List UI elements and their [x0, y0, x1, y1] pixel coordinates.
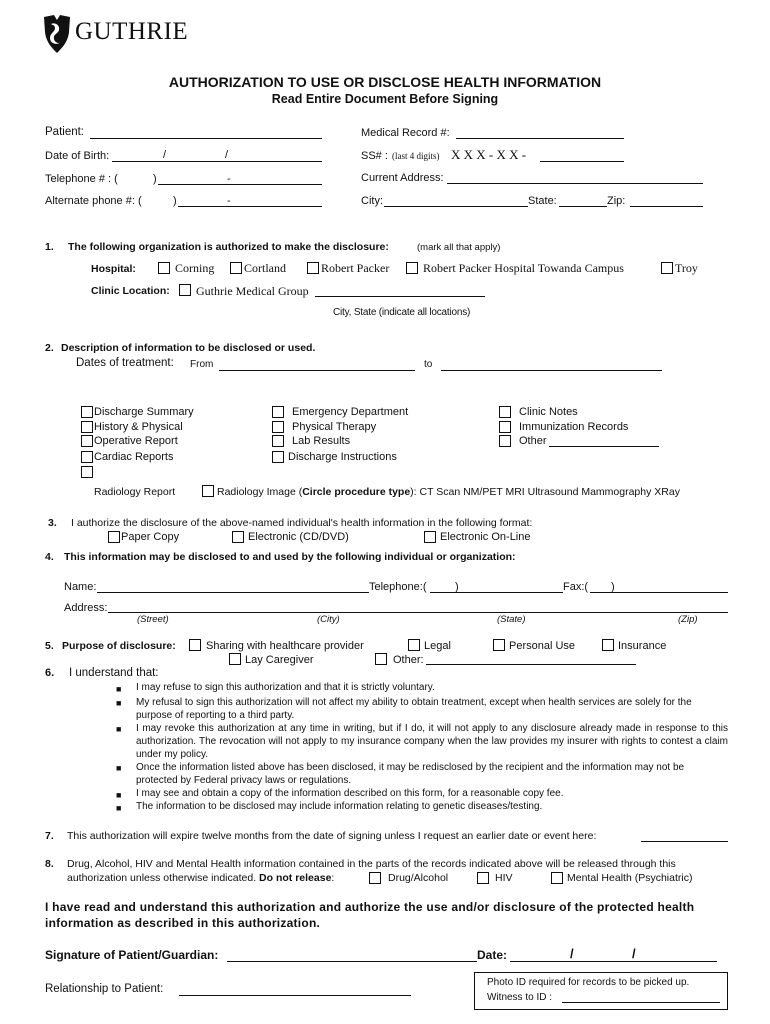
- address-label: Current Address:: [361, 172, 444, 184]
- discharge-summary-checkbox[interactable]: [81, 406, 93, 418]
- immunization-records-checkbox[interactable]: [499, 421, 511, 433]
- bullet-icon: ■: [116, 763, 122, 773]
- personal-use-checkbox[interactable]: [493, 639, 505, 651]
- recipient-fax-label: Fax:(: [563, 581, 589, 593]
- relationship-field[interactable]: [179, 995, 411, 996]
- section8-text-1: Drug, Alcohol, HIV and Mental Health information contained in the parts of the records indicated above will be released through this: [67, 858, 676, 870]
- insurance-checkbox[interactable]: [602, 639, 614, 651]
- witness-field[interactable]: [562, 1002, 720, 1003]
- clinic-notes-label: Clinic Notes: [519, 406, 578, 418]
- clinic-name: Guthrie Medical Group: [196, 284, 309, 298]
- purpose-label: Purpose of disclosure:: [62, 640, 176, 652]
- radiology-report-label: Radiology Report: [94, 486, 176, 498]
- recipient-address-field[interactable]: [108, 612, 728, 613]
- radiology-image-checkbox[interactable]: [202, 485, 214, 497]
- history-physical-checkbox[interactable]: [81, 421, 93, 433]
- operative-report-label: Operative Report: [94, 435, 178, 447]
- bullet-icon: ■: [116, 684, 122, 694]
- lay-caregiver-label: Lay Caregiver: [245, 654, 314, 666]
- legal-label: Legal: [424, 640, 451, 652]
- patient-label: Patient:: [45, 126, 84, 138]
- hospital-troy-label: Troy: [675, 261, 698, 275]
- radiology-image-prefix: Radiology Image (: [217, 486, 303, 498]
- section7-number: 7.: [45, 830, 54, 842]
- history-physical-label: History & Physical: [94, 421, 183, 433]
- section8-number: 8.: [45, 858, 54, 870]
- emergency-department-label: Emergency Department: [292, 406, 409, 418]
- cardiac-reports-label: Cardiac Reports: [94, 451, 174, 463]
- do-not-release-label: Do not release: [259, 872, 332, 884]
- radiology-image-label: [217, 486, 680, 498]
- hospital-corning-checkbox[interactable]: [158, 262, 170, 274]
- alt-phone-paren: ): [173, 195, 177, 207]
- other-purpose-label: Other:: [393, 654, 424, 666]
- understand-item-4: Once the information listed above has been disclosed, it may be redisclosed by the recipient and the information may not be protected by Federal privacy laws or regulations.: [136, 762, 685, 786]
- recipient-address-label: Address:: [64, 602, 108, 614]
- other-purpose-checkbox[interactable]: [375, 653, 387, 665]
- electronic-cd-checkbox[interactable]: [232, 531, 244, 543]
- understand-item-1: I may refuse to sign this authorization and that it is strictly voluntary.: [136, 682, 435, 693]
- bullet-icon: ■: [116, 790, 122, 800]
- from-label: From: [190, 359, 214, 370]
- understand-label: I understand that:: [69, 667, 159, 679]
- paper-copy-label: Paper Copy: [121, 531, 180, 543]
- section6-number: 6.: [45, 667, 55, 679]
- lab-results-checkbox[interactable]: [272, 435, 284, 447]
- photo-id-note: Photo ID required for records to be picked up.: [487, 977, 690, 988]
- discharge-summary-label: Discharge Summary: [94, 406, 194, 418]
- lay-caregiver-checkbox[interactable]: [229, 653, 241, 665]
- ssn-hint: (last 4 digits): [392, 151, 440, 161]
- hospital-towanda-label: Robert Packer Hospital Towanda Campus: [423, 261, 624, 275]
- zip-field[interactable]: [630, 206, 703, 207]
- signature-date-sep-2: /: [632, 946, 636, 961]
- signature-date-label: Date:: [477, 948, 508, 962]
- section4-text: This information may be disclosed to and used by the following individual or organization:: [64, 551, 516, 563]
- cardiac-reports-checkbox[interactable]: [81, 451, 93, 463]
- physical-therapy-label: Physical Therapy: [292, 421, 377, 433]
- recipient-telephone-label: Telephone:(: [369, 581, 427, 593]
- bullet-icon: ■: [116, 724, 122, 734]
- telephone-label: Telephone # : (: [45, 173, 118, 185]
- radiology-report-checkbox[interactable]: [81, 466, 93, 478]
- understand-item-5: I may see and obtain a copy of the information described on this form, for a reasonable copy fee.: [136, 788, 564, 799]
- section2-number: 2.: [45, 342, 54, 354]
- dob-field[interactable]: [112, 161, 322, 162]
- alt-phone-field[interactable]: [178, 206, 322, 207]
- section7-text: This authorization will expire twelve months from the date of signing unless I request an earlier date or event here:: [67, 830, 597, 842]
- understand-item-2: My refusal to sign this authorization will not affect my ability to obtain treatment, except when health services are solely for the purpose of reporting to a third party.: [136, 697, 692, 721]
- electronic-online-label: Electronic On-Line: [440, 531, 531, 543]
- recipient-telephone-paren: ): [455, 581, 459, 593]
- insurance-label: Insurance: [618, 640, 667, 652]
- section8-text-2: authorization unless otherwise indicated.: [67, 872, 257, 884]
- recipient-name-label: Name:: [64, 581, 97, 593]
- other-purpose-field[interactable]: [426, 664, 636, 665]
- attestation-line-2: information as described in this authorization.: [45, 916, 321, 930]
- clinic-location-field[interactable]: [315, 296, 485, 297]
- street-caption: (Street): [137, 614, 169, 625]
- signature-date-field[interactable]: [510, 961, 717, 962]
- dob-separator-1: /: [163, 149, 167, 161]
- relationship-label: Relationship to Patient:: [45, 983, 164, 995]
- electronic-cd-label: Electronic (CD/DVD): [248, 531, 349, 543]
- signature-field[interactable]: [227, 961, 477, 962]
- mental-health-label: Mental Health (Psychiatric): [567, 872, 693, 884]
- dob-separator-2: /: [225, 149, 229, 161]
- bullet-icon: ■: [116, 698, 122, 708]
- section1-note: (mark all that apply): [417, 242, 501, 253]
- recipient-name-field[interactable]: [97, 592, 369, 593]
- hospital-cortland-label: Cortland: [244, 261, 286, 275]
- witness-label: Witness to ID :: [487, 992, 553, 1003]
- recipient-fax-field[interactable]: [590, 592, 728, 593]
- emergency-department-checkbox[interactable]: [272, 406, 284, 418]
- hospital-troy-checkbox[interactable]: [661, 262, 673, 274]
- recipient-fax-paren: ): [611, 581, 615, 593]
- hospital-label: Hospital:: [91, 263, 136, 275]
- telephone-paren: ): [153, 173, 157, 185]
- city-label: City:: [361, 195, 383, 207]
- legal-checkbox[interactable]: [408, 639, 420, 651]
- ssn-mask: X X X - X X -: [451, 147, 527, 162]
- to-date-field[interactable]: [441, 370, 662, 371]
- radiology-types: ): CT Scan NM/PET MRI Ultrasound Mammography XRay: [410, 486, 680, 498]
- ssn-field[interactable]: [540, 161, 624, 162]
- attestation-line-1: I have read and understand this authorization and authorize the use and/or disclosure of the protected health: [45, 900, 695, 914]
- lab-results-label: Lab Results: [292, 435, 351, 447]
- city-caption: (City): [317, 614, 340, 625]
- section5-number: 5.: [45, 640, 54, 652]
- bullet-icon: ■: [116, 803, 122, 813]
- hiv-label: HIV: [495, 872, 513, 884]
- expiration-field[interactable]: [641, 841, 728, 842]
- telephone-field[interactable]: [158, 184, 322, 185]
- drug-alcohol-checkbox[interactable]: [369, 872, 381, 884]
- physical-therapy-checkbox[interactable]: [272, 421, 284, 433]
- circle-procedure-label: Circle procedure type: [302, 486, 411, 498]
- discharge-instructions-checkbox[interactable]: [272, 451, 284, 463]
- section3-text: I authorize the disclosure of the above-named individual's health information in the following format:: [71, 517, 533, 529]
- city-state-caption: City, State (indicate all locations): [333, 307, 471, 318]
- state-label: State:: [528, 195, 557, 207]
- sharing-provider-checkbox[interactable]: [189, 639, 201, 651]
- patient-name-field[interactable]: [90, 138, 322, 139]
- other-info-checkbox[interactable]: [499, 435, 511, 447]
- zip-caption: (Zip): [678, 614, 698, 625]
- clinic-checkbox[interactable]: [179, 284, 191, 296]
- discharge-instructions-label: Discharge Instructions: [288, 451, 397, 463]
- clinic-notes-checkbox[interactable]: [499, 406, 511, 418]
- section4-number: 4.: [45, 551, 54, 563]
- dob-label: Date of Birth:: [45, 150, 110, 162]
- to-label: to: [424, 359, 433, 370]
- hospital-cortland-checkbox[interactable]: [230, 262, 242, 274]
- guthrie-shield-icon: [42, 14, 72, 54]
- form-subtitle: Read Entire Document Before Signing: [271, 92, 499, 106]
- section2-text: Description of information to be disclosed or used.: [61, 342, 316, 354]
- electronic-online-checkbox[interactable]: [424, 531, 436, 543]
- understand-item-6: The information to be disclosed may include information relating to genetic diseases/testing.: [136, 801, 543, 812]
- state-field[interactable]: [559, 206, 607, 207]
- mrn-label: Medical Record #:: [361, 127, 450, 139]
- understand-item-3: I may revoke this authorization at any time in writing, but if I do, it will not apply to any disclosure already made in response to this authorization. The revocation will not apply to my insurance company when the law provides my insurer with rights to contest a claim under my policy.: [136, 723, 728, 760]
- mrn-field[interactable]: [456, 138, 624, 139]
- other-info-label: Other: [519, 435, 547, 447]
- state-caption: (State): [497, 614, 526, 625]
- alt-phone-label: Alternate phone #: (: [45, 195, 142, 207]
- other-info-field[interactable]: [549, 446, 659, 447]
- alt-phone-dash: -: [227, 195, 231, 207]
- signature-date-sep-1: /: [570, 946, 574, 961]
- address-field[interactable]: [447, 183, 703, 184]
- do-not-release-colon: :: [331, 872, 335, 884]
- dates-of-treatment-label: Dates of treatment:: [76, 357, 174, 369]
- section1-text: The following organization is authorized to make the disclosure:: [68, 241, 389, 253]
- hospital-robert-packer-checkbox[interactable]: [307, 262, 319, 274]
- personal-use-label: Personal Use: [509, 640, 576, 652]
- mental-health-checkbox[interactable]: [551, 872, 563, 884]
- hiv-checkbox[interactable]: [477, 872, 489, 884]
- telephone-dash: -: [227, 173, 231, 185]
- hospital-towanda-checkbox[interactable]: [406, 262, 418, 274]
- paper-copy-checkbox[interactable]: [108, 531, 120, 543]
- city-field[interactable]: [384, 206, 528, 207]
- hospital-robert-packer-label: Robert Packer: [321, 261, 390, 275]
- drug-alcohol-label: Drug/Alcohol: [388, 872, 449, 884]
- ssn-label: SS# :: [361, 150, 388, 162]
- clinic-label: Clinic Location:: [91, 285, 170, 297]
- immunization-records-label: Immunization Records: [519, 421, 629, 433]
- section1-number: 1.: [45, 241, 54, 253]
- section3-number: 3.: [48, 517, 57, 529]
- sharing-provider-label: Sharing with healthcare provider: [206, 640, 364, 652]
- form-title: AUTHORIZATION TO USE OR DISCLOSE HEALTH INFORMATION: [168, 74, 602, 90]
- logo-text: GUTHRIE: [75, 18, 189, 45]
- recipient-telephone-field[interactable]: [430, 592, 563, 593]
- zip-label: Zip:: [607, 195, 626, 207]
- operative-report-checkbox[interactable]: [81, 435, 93, 447]
- from-date-field[interactable]: [219, 370, 415, 371]
- hospital-corning-label: Corning: [175, 261, 215, 275]
- signature-label: Signature of Patient/Guardian:: [45, 948, 219, 962]
